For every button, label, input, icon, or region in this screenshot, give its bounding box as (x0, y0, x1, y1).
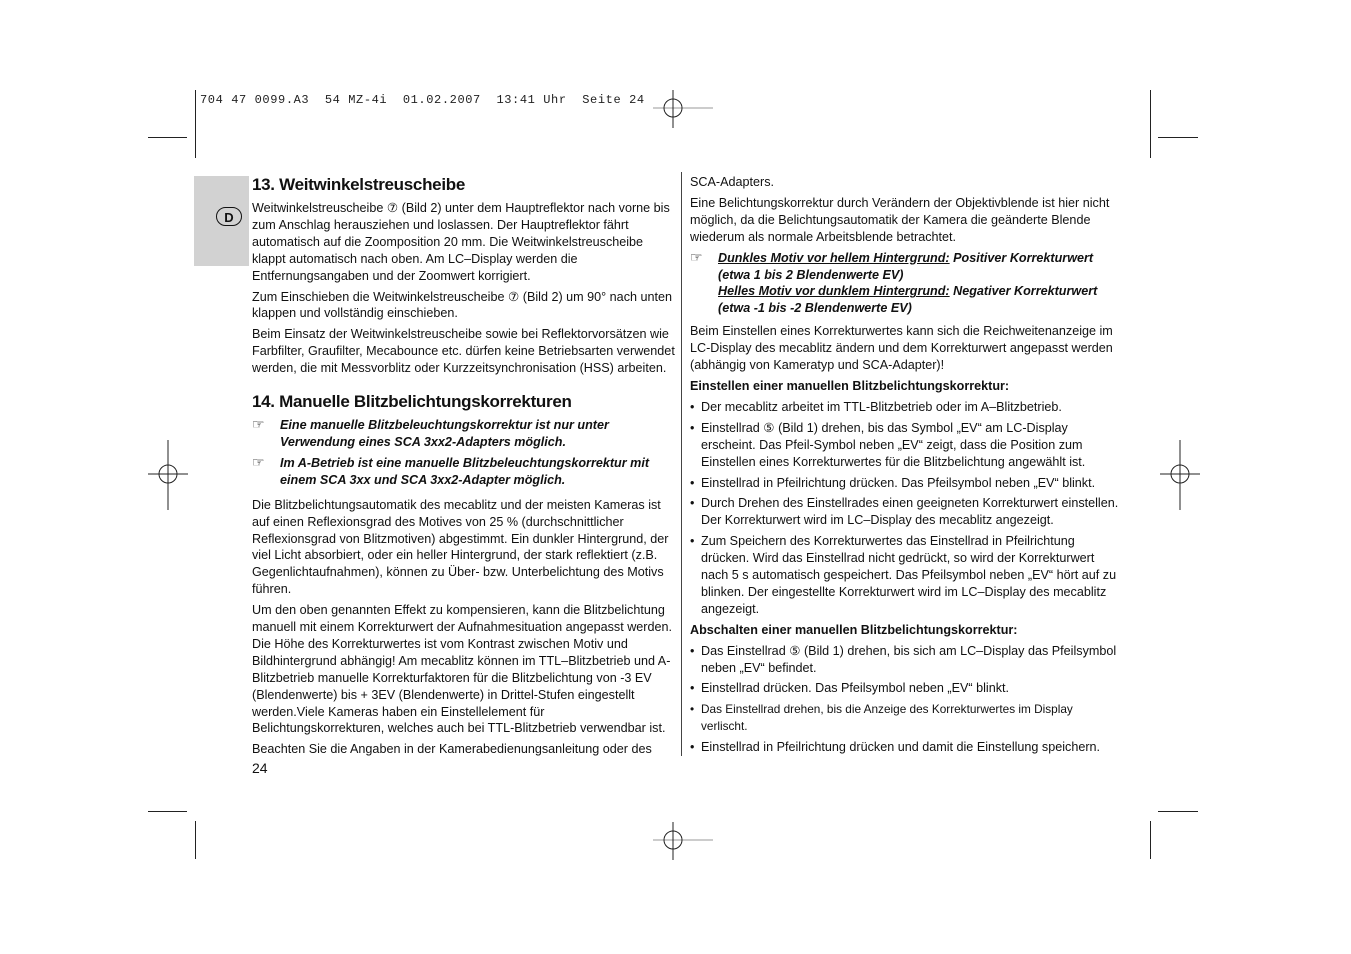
registration-mark-icon (148, 440, 188, 510)
crop-mark (1150, 821, 1151, 859)
subheading: Einstellen einer manuellen Blitzbelichtungskorrektur: (690, 378, 1010, 393)
paragraph: SCA-Adapters. (690, 175, 774, 189)
paragraph: Die Blitzbelichtungsautomatik des mecablitz und der meisten Kameras ist auf einen Reflexionsgrad des Motives von 25 % (durchschnittlicher Reflexionsgrad von Blitzmotiven) abgestimmt. Ein dunkler Hintergrund, der viel Licht absorbiert, oder ein heller Hintergrund, der stark reflektiert (z.B. Gegenlichtaufnahmen), können zu Über- bzw. Unterbelichtung des Motivs führen. (252, 497, 669, 597)
pointing-hand-icon: ☞ (252, 416, 265, 433)
registration-mark-icon (653, 822, 713, 860)
language-badge: D (216, 207, 242, 226)
crop-mark (148, 137, 187, 138)
page-number: 24 (252, 760, 268, 776)
crop-mark (1150, 90, 1151, 158)
subheading: Abschalten einer manuellen Blitzbelichtungskorrektur: (690, 622, 1018, 637)
list-item: • Einstellrad in Pfeilrichtung drücken und damit die Einstellung speichern. (690, 739, 1122, 756)
list-item: • Einstellrad in Pfeilrichtung drücken. Das Pfeilsymbol neben „EV“ blinkt. (690, 475, 1122, 492)
list-item: • Einstellrad drücken. Das Pfeilsymbol neben „EV“ blinkt. (690, 680, 1122, 697)
crop-mark (195, 821, 196, 859)
list-item: • Einstellrad ⑤ (Bild 1) drehen, bis das Symbol „EV“ am LC-Display erscheint. Das Pfeil-Symbol neben „EV“ zeigt, dass die Position zum Einstellen eines Korrekturwertes für die Blitzbelichtung angewählt ist. (690, 420, 1122, 471)
list-item: • Das Einstellrad ⑤ (Bild 1) drehen, bis sich am LC–Display das Pfeilsymbol neben „EV“ befindet. (690, 643, 1122, 677)
column-divider (681, 172, 682, 756)
registration-mark-icon (653, 90, 713, 130)
pointing-hand-icon: ☞ (252, 453, 265, 470)
right-column (690, 174, 1122, 760)
note: ☞ Dunkles Motiv vor hellem Hintergrund: Positiver Korrekturwert (etwa 1 bis 2 Blendenwerte EV) Helles Motiv vor dunklem Hintergrund: Negativer Korrekturwert (etwa -1 bis -2 Blendenwerte EV) (690, 248, 1098, 316)
crop-mark (148, 811, 187, 812)
paragraph: Beachten Sie die Angaben in der Kamerabedienungsanleitung oder des (252, 742, 652, 757)
print-header: 704 47 0099.A3 54 MZ-4i 01.02.2007 13:41 Uhr Seite 24 (200, 93, 645, 107)
list-item: • Durch Drehen des Einstellrades einen geeigneten Korrekturwert einstellen. Der Korrekturwert wird im LC–Display des mecablitz angezeigt. (690, 495, 1122, 529)
paragraph: Beim Einsatz der Weitwinkelstreuscheibe sowie bei Reflektorvorsätzen wie Farbfilter, Graufilter, Mecabounce etc. dürfen keine Betriebsarten verwendet werden, die mit Messvorblitz oder Kurzzeitsynchronisation (HSS) arbeiten. (252, 327, 675, 376)
list-item: • Zum Speichern des Korrekturwertes das Einstellrad in Pfeilrichtung drücken. Wird das Einstellrad nicht gedrückt, so wird der Korrekturwert nach 5 s automatisch gespeichert. Das Pfeilsymbol neben „EV“ hört auf zu blinken. Der eingestellte Korrekturwert wird im LC–Display des mecablitz angezeigt. (690, 533, 1122, 618)
note: ☞ Im A-Betrieb ist eine manuelle Blitzbeleuchtungskorrektur mit einem SCA 3xx und SCA 3xx2-Adapter möglich. (252, 453, 650, 487)
pointing-hand-icon: ☞ (690, 248, 703, 265)
registration-mark-icon (1160, 440, 1200, 510)
paragraph: Um den oben genannten Effekt zu kompensieren, kann die Blitzbelichtung manuell mit einem Korrekturwert der Aufnahmesituation angepasst werden. Die Höhe des Korrekturwertes ist vom Kontrast zwischen Motiv und Bildhintergrund abhängig! Am mecablitz können im TTL–Blitzbetrieb und A-Blitzbetrieb manuelle Korrekturfaktoren für die Blitzbelichtung von -3 EV (Blendenwerte) bis + 3EV (Blendenwerte) in Drittel-Stufen eingestellt werden.Viele Kameras haben ein Einstellelement für Belichtungskorrekturen, welches auch bei TTL-Blitzbetrieb verwendbar ist. (252, 603, 673, 736)
section-13-heading: 13. Weitwinkelstreuscheibe (252, 175, 465, 194)
list-item: • Der mecablitz arbeitet im TTL-Blitzbetrieb oder im A–Blitzbetrieb. (690, 399, 1122, 416)
paragraph: Beim Einstellen eines Korrekturwertes kann sich die Reichweitenanzeige im LC-Display des mecablitz ändern und dem Korrekturwert angepasst werden (abhängig von Kameratyp und SCA-Adapter)! (690, 324, 1113, 373)
paragraph: Zum Einschieben die Weitwinkelstreuscheibe ⑦ (Bild 2) um 90° nach unten klappen und vollständig einschieben. (252, 289, 673, 321)
section-14-heading: 14. Manuelle Blitzbelichtungskorrekturen (252, 392, 572, 412)
crop-mark (1158, 137, 1198, 138)
crop-mark (195, 90, 196, 158)
list-item: • Das Einstellrad drehen, bis die Anzeige des Korrekturwertes im Display verlischt. (690, 701, 1122, 735)
paragraph: Weitwinkelstreuscheibe ⑦ (Bild 2) unter dem Hauptreflektor nach vorne bis zum Anschlag herausziehen und loslassen. Der Hauptreflektor fährt automatisch auf die Zoomposition 20 mm. Die Weitwinkelstreuscheibe klappt automatisch nach oben. Am LC–Display werden die Entfernungsangaben und der Zoomwert korrigiert. (252, 201, 670, 283)
crop-mark (1158, 811, 1198, 812)
left-column (252, 174, 676, 762)
note: ☞ Eine manuelle Blitzbeleuchtungskorrektur ist nur unter Verwendung eines SCA 3xx2-Adapters möglich. (252, 416, 609, 449)
paragraph: Eine Belichtungskorrektur durch Verändern der Objektivblende ist hier nicht möglich, da die Belichtungsautomatik der Kamera die geänderte Blende wiederum als normale Arbeitsblende betrachtet. (690, 195, 1110, 244)
